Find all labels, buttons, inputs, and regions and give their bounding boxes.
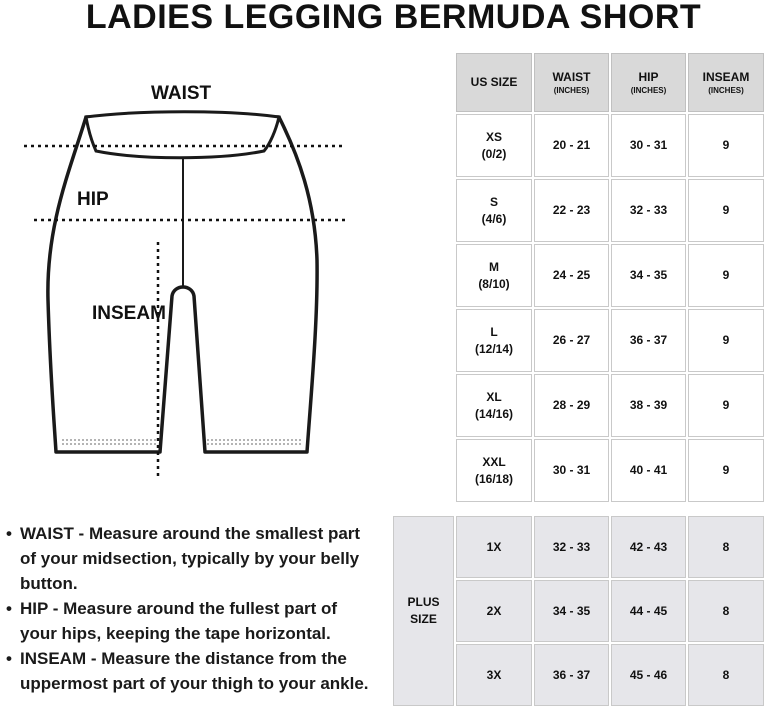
plus-row-size: 1X: [456, 516, 532, 578]
page-title: LADIES LEGGING BERMUDA SHORT: [85, 0, 702, 36]
plus-size-label: PLUS SIZE: [393, 516, 454, 706]
header-hip: HIP (INCHES): [611, 53, 686, 112]
note-inseam: • INSEAM - Measure the distance from the uppermost part of your thigh to your ankle.: [6, 646, 376, 696]
table-cell-waist: 22 - 23: [534, 179, 609, 242]
waistband: [86, 112, 279, 158]
plus-cell-waist: 36 - 37: [534, 644, 609, 706]
table-row-size: S (4/6): [456, 179, 532, 242]
table-cell-waist: 20 - 21: [534, 114, 609, 177]
table-row-size: XS (0/2): [456, 114, 532, 177]
table-cell-inseam: 9: [688, 439, 764, 502]
plus-row-size: 3X: [456, 644, 532, 706]
table-cell-hip: 36 - 37: [611, 309, 686, 372]
table-cell-hip: 32 - 33: [611, 179, 686, 242]
hip-label: HIP: [77, 189, 109, 210]
header-inseam: INSEAM (INCHES): [688, 53, 764, 112]
plus-cell-inseam: 8: [688, 516, 764, 578]
note-hip: • HIP - Measure around the fullest part of your hips, keeping the tape horizontal.: [6, 596, 376, 646]
table-cell-hip: 38 - 39: [611, 374, 686, 437]
table-cell-hip: 34 - 35: [611, 244, 686, 307]
table-cell-inseam: 9: [688, 309, 764, 372]
plus-cell-hip: 45 - 46: [611, 644, 686, 706]
table-row-size: L (12/14): [456, 309, 532, 372]
waist-label: WAIST: [151, 83, 212, 104]
plus-cell-hip: 44 - 45: [611, 580, 686, 642]
table-row-size: XL (14/16): [456, 374, 532, 437]
plus-row-size: 2X: [456, 580, 532, 642]
table-cell-inseam: 9: [688, 114, 764, 177]
table-row-size: M (8/10): [456, 244, 532, 307]
plus-cell-inseam: 8: [688, 644, 764, 706]
measurement-notes: [6, 521, 376, 696]
table-cell-waist: 26 - 27: [534, 309, 609, 372]
table-cell-waist: 24 - 25: [534, 244, 609, 307]
table-cell-waist: 28 - 29: [534, 374, 609, 437]
table-cell-hip: 30 - 31: [611, 114, 686, 177]
table-cell-inseam: 9: [688, 179, 764, 242]
header-waist: WAIST (INCHES): [534, 53, 609, 112]
table-cell-inseam: 9: [688, 374, 764, 437]
plus-cell-hip: 42 - 43: [611, 516, 686, 578]
note-waist: • WAIST - Measure around the smallest part of your midsection, typically by your belly button.: [6, 521, 376, 596]
table-cell-hip: 40 - 41: [611, 439, 686, 502]
shorts-illustration: [0, 60, 380, 480]
plus-cell-inseam: 8: [688, 580, 764, 642]
plus-cell-waist: 34 - 35: [534, 580, 609, 642]
table-cell-waist: 30 - 31: [534, 439, 609, 502]
table-row-size: XXL (16/18): [456, 439, 532, 502]
table-cell-inseam: 9: [688, 244, 764, 307]
inseam-label: INSEAM: [92, 303, 166, 324]
header-us-size: US SIZE: [456, 53, 532, 112]
shorts-diagram: [0, 60, 380, 480]
plus-cell-waist: 32 - 33: [534, 516, 609, 578]
